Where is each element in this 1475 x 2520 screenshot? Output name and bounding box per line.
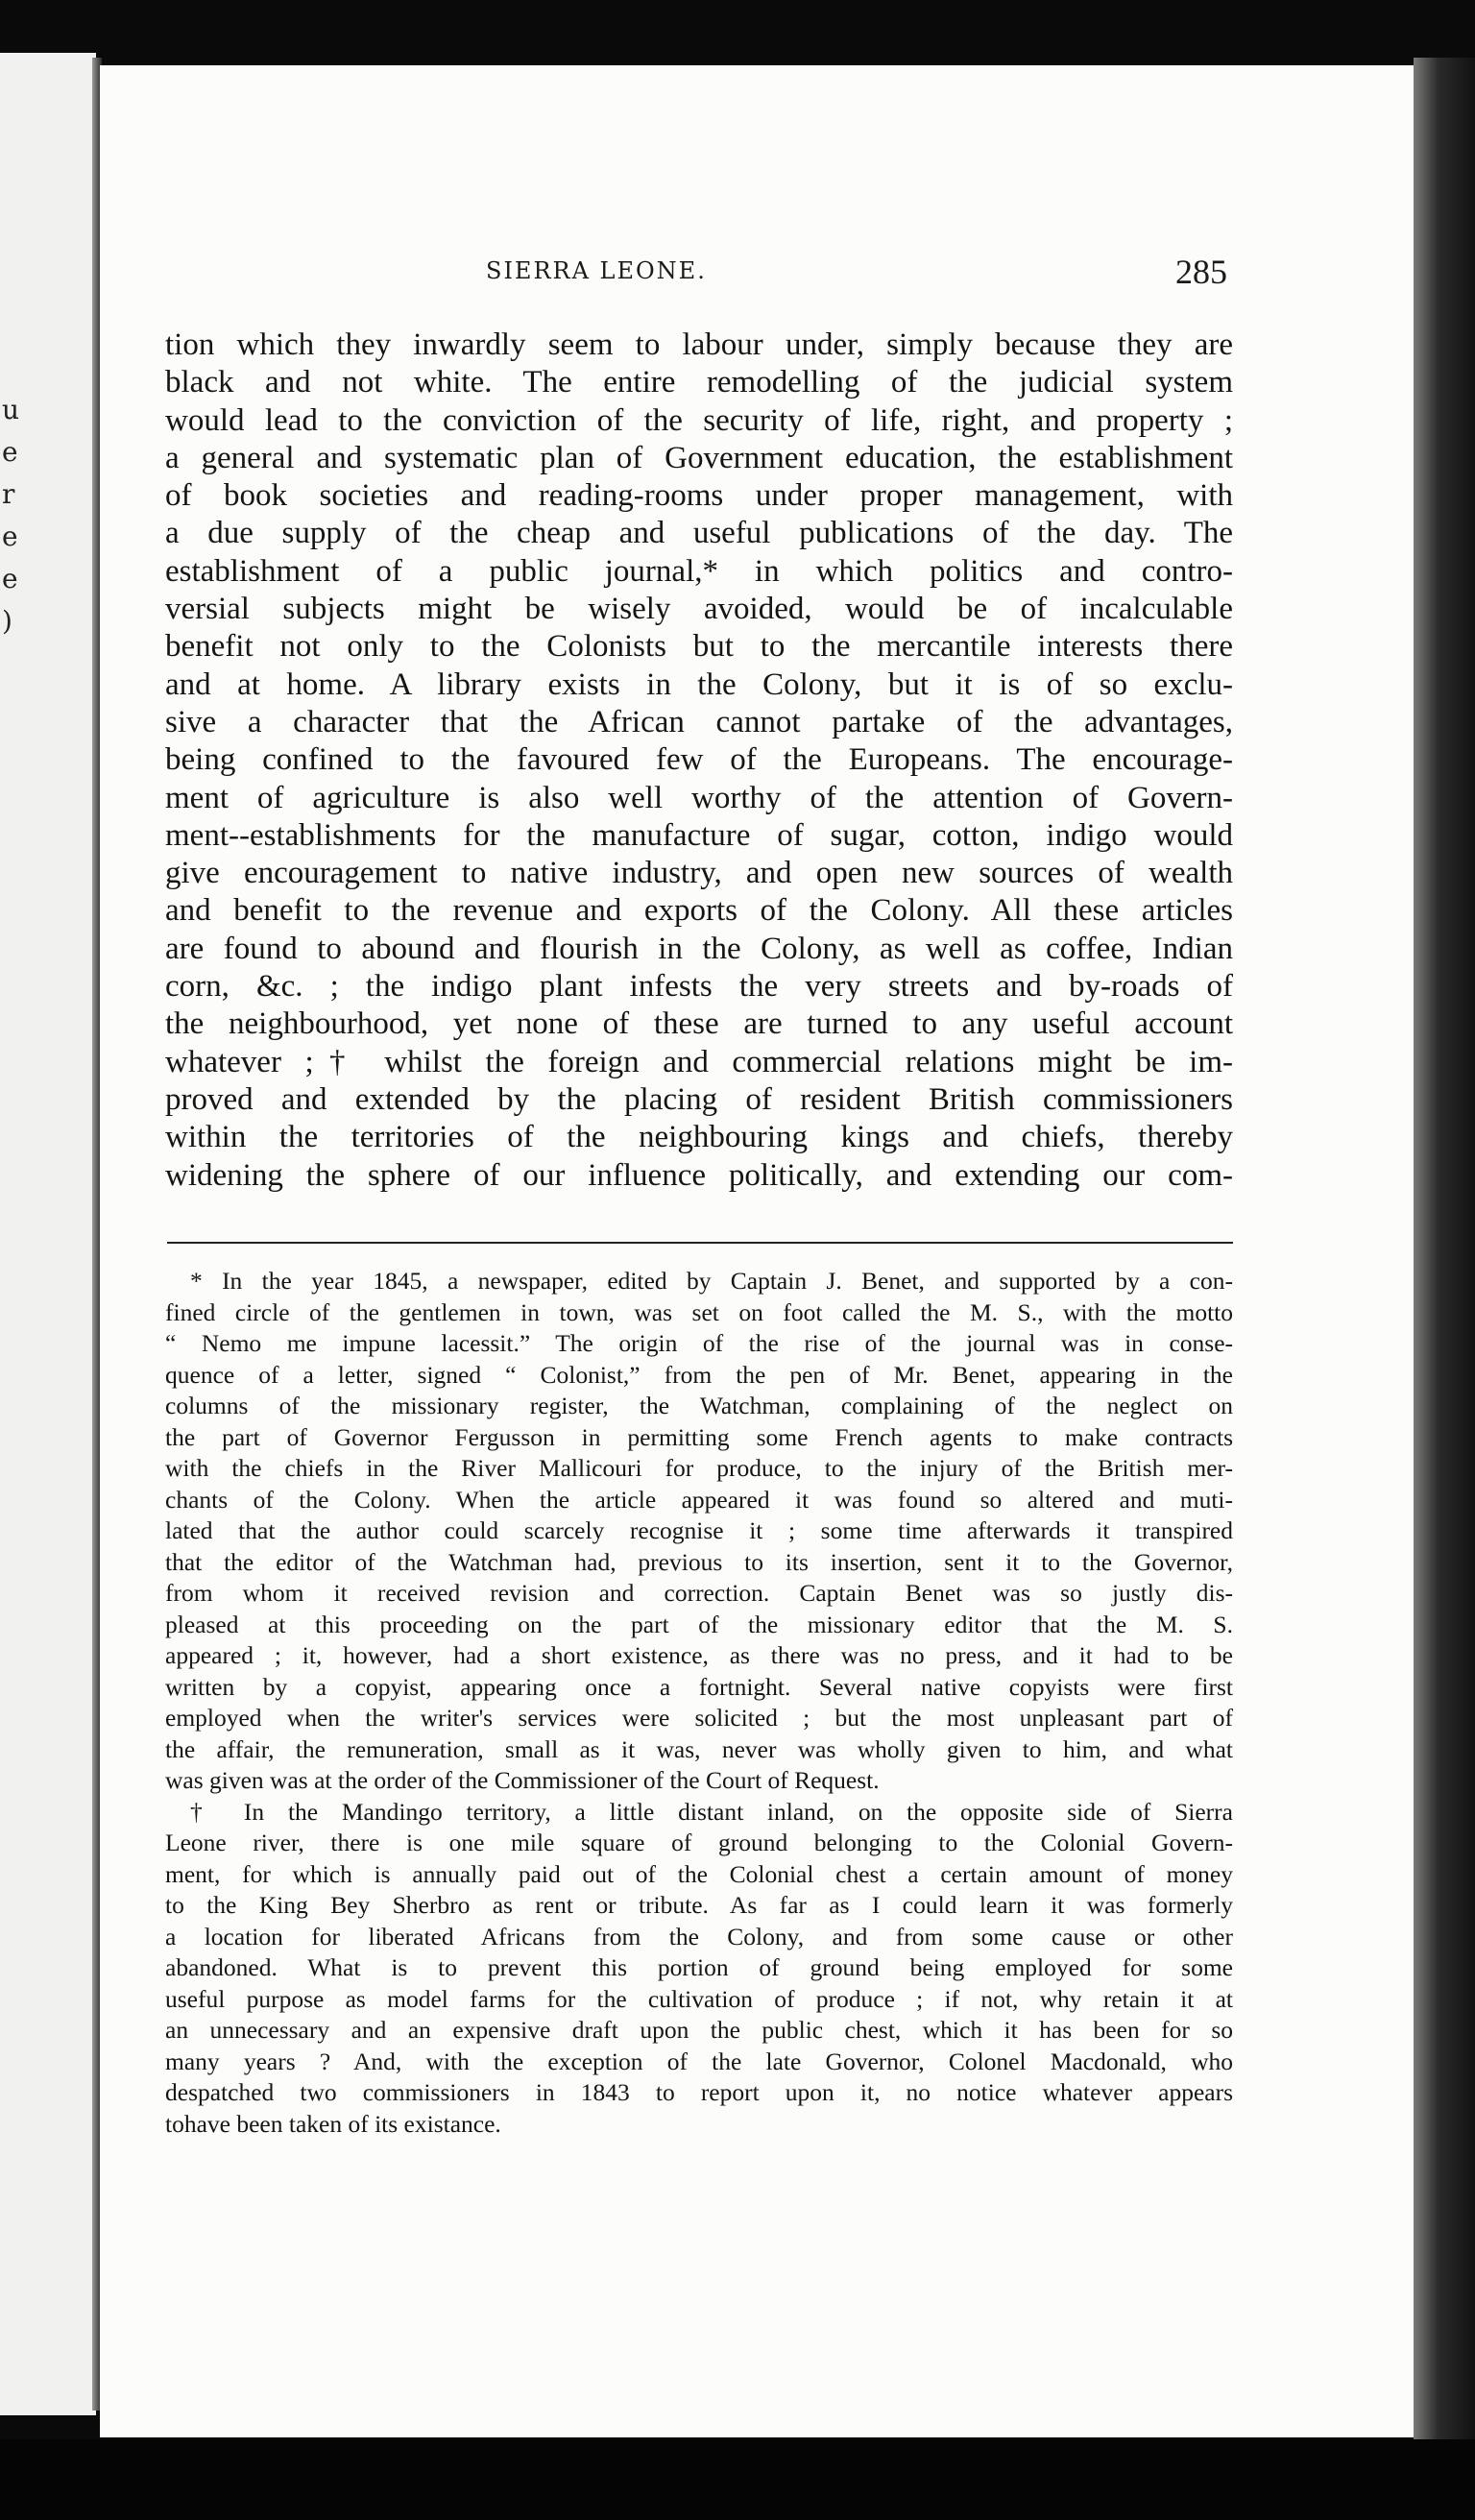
text-line: whatever ;† whilst the foreign and commercial relations might be im- <box>165 1044 1233 1079</box>
text-line: and benefit to the revenue and exports of the Colony. All these articles <box>165 893 1233 929</box>
text-line: written by a copyist, appearing once a fortnight. Several native copyists were first <box>165 1672 1233 1701</box>
facing-page-sliver <box>0 53 96 2415</box>
text-line: of book societies and reading-rooms under proper management, with <box>165 478 1233 514</box>
text-line: pleased at this proceeding on the part of the missionary editor that the M. S. <box>165 1610 1233 1638</box>
scan-border <box>0 2439 1475 2520</box>
text-line: chants of the Colony. When the article appeared it was found so altered and muti- <box>165 1485 1233 1514</box>
text-line: widening the sphere of our influence politically, and extending our com- <box>165 1157 1233 1193</box>
fragment: r <box>2 478 15 510</box>
text-line: despatched two commissioners in 1843 to report upon it, no notice whatever appears <box>165 2078 1233 2106</box>
text-line: from whom it received revision and correction. Captain Benet was so justly dis- <box>165 1579 1233 1607</box>
text-line: black and not white. The entire remodelling of the judicial system <box>165 365 1233 400</box>
text-line: ment--establishments for the manufacture of sugar, cotton, indigo would <box>165 817 1233 853</box>
text-line: establishment of a public journal,* in which politics and contro- <box>165 553 1233 589</box>
text-line: useful purpose as model farms for the cultivation of produce ; if not, why retain it at <box>165 1984 1233 2013</box>
text-line: sive a character that the African cannot partake of the advantages, <box>165 704 1233 739</box>
text-line: and at home. A library exists in the Colony, but it is of so exclu- <box>165 666 1233 702</box>
footnote-rule <box>167 1242 1233 1244</box>
footnote-1 <box>165 1266 1233 1797</box>
text-line: many years ? And, with the exception of the late Governor, Colonel Macdonald, who <box>165 2047 1233 2075</box>
text-line: would lead to the conviction of the security of life, right, and property ; <box>165 402 1233 438</box>
text-line: “ Nemo me impune lacessit.” The origin of the rise of the journal was in conse- <box>165 1329 1233 1357</box>
text-line: the part of Governor Fergusson in permitting some French agents to make contracts <box>165 1422 1233 1451</box>
text-line: ment, for which is annually paid out of the Colonial chest a certain amount of money <box>165 1859 1233 1888</box>
text-line: that the editor of the Watchman had, previous to its insertion, sent it to the Governor, <box>165 1547 1233 1576</box>
text-line: corn, &c. ; the indigo plant infests the very streets and by-roads of <box>165 969 1233 1005</box>
fragment: ) <box>2 605 12 637</box>
facing-page-fragments <box>2 389 20 642</box>
text-line: within the territories of the neighbouring kings and chiefs, thereby <box>165 1120 1233 1155</box>
running-head: SIERRA LEONE. <box>486 257 707 284</box>
text-line: are found to abound and flourish in the Colony, as well as coffee, Indian <box>165 931 1233 966</box>
footnote-2 <box>165 1797 1233 2141</box>
page-number: 285 <box>1175 253 1227 291</box>
text-line: columns of the missionary register, the Watchman, complaining of the neglect on <box>165 1392 1233 1419</box>
text-line: proved and extended by the placing of resident British commissioners <box>165 1081 1233 1117</box>
text-line: an unnecessary and an expensive draft upon the public chest, which it has been for so <box>165 2016 1233 2044</box>
text-line: quence of a letter, signed “ Colonist,” from the pen of Mr. Benet, appearing in the <box>165 1360 1233 1389</box>
fragment: e <box>2 521 18 552</box>
text-line: a due supply of the cheap and useful publications of the day. The <box>165 516 1233 551</box>
text-line: being confined to the favoured few of the Europeans. The encourage- <box>165 742 1233 778</box>
text-line: lated that the author could scarcely recognise it ; some time afterwards it transpired <box>165 1516 1233 1544</box>
footnotes <box>165 1266 1233 2140</box>
text-line: with the chiefs in the River Mallicouri for produce, to the injury of the British mer- <box>165 1454 1233 1482</box>
fragment: e <box>2 563 18 594</box>
text-line: the neighbourhood, yet none of these are turned to any useful account <box>165 1006 1233 1042</box>
page-edge-shadow <box>1414 58 1475 2478</box>
text-line: employed when the writer's services were solicited ; but the most unpleasant part of <box>165 1704 1233 1732</box>
text-line: give encouragement to native industry, and open new sources of wealth <box>165 856 1233 891</box>
text-line: fined circle of the gentlemen in town, was set on foot called the M. S., with the motto <box>165 1297 1233 1326</box>
text-line: * In the year 1845, a newspaper, edited by Captain J. Benet, and supported by a con- <box>190 1267 1233 1295</box>
text-line: tohave been taken of its existance. <box>165 2109 501 2138</box>
text-line: † In the Mandingo territory, a little distant inland, on the opposite side of Sierra <box>190 1797 1233 1826</box>
text-line: was given was at the order of the Commissioner of the Court of Request. <box>165 1766 880 1794</box>
fragment: u <box>2 394 20 425</box>
text-line: benefit not only to the Colonists but to the mercantile interests there <box>165 629 1233 665</box>
text-line: Leone river, there is one mile square of ground belonging to the Colonial Govern- <box>165 1829 1233 1856</box>
text-line: tion which they inwardly seem to labour under, simply because they are <box>165 327 1233 362</box>
fragment: e <box>2 436 18 468</box>
text-line: the affair, the remuneration, small as it was, never was wholly given to him, and what <box>165 1734 1233 1763</box>
text-line: a location for liberated Africans from the Colony, and from some cause or other <box>165 1922 1233 1951</box>
text-line: ment of agriculture is also well worthy of the attention of Govern- <box>165 780 1233 815</box>
body-text <box>165 327 1233 1195</box>
text-line: abandoned. What is to prevent this portion of ground being employed for some <box>165 1953 1233 1981</box>
text-line: to the King Bey Sherbro as rent or tribute. As far as I could learn it was formerly <box>165 1891 1233 1919</box>
text-line: appeared ; it, however, had a short existence, as there was no press, and it had to be <box>165 1641 1233 1669</box>
text-line: versial subjects might be wisely avoided, would be of incalculable <box>165 592 1233 627</box>
text-line: a general and systematic plan of Government education, the establishment <box>165 440 1233 475</box>
